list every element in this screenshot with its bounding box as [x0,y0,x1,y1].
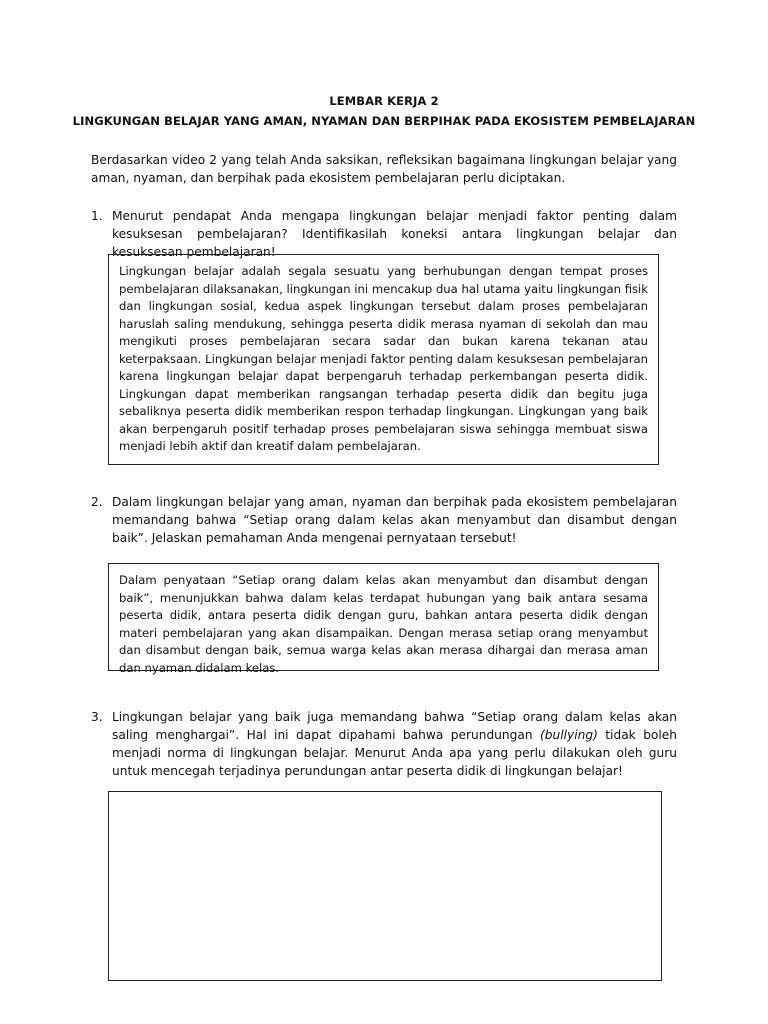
question-number: 2. [91,495,103,509]
answer-box-2[interactable]: Dalam penyataan “Setiap orang dalam kelas akan menyambut dan disambut dengan baik”, menunjukkan bahwa dalam kelas terdapat hubungan yang baik antara sesama peserta didik, antara peserta didik dengan guru, bahkan antara peserta didik dengan materi pembelajaran yang akan disampaikan. Dengan merasa setiap orang menyambut dan disambut dengan baik, semua warga kelas akan merasa dihargai dan merasa aman dan nyaman didalam kelas. [108,563,659,671]
question-text: Menurut pendapat Anda mengapa lingkungan belajar menjadi faktor penting dalam kesuksesan pembelajaran? Identifikasilah koneksi antara lingkungan belajar dan kesuksesan pembelajaran! [112,209,677,259]
worksheet-title: LEMBAR KERJA 2 [329,94,439,108]
question-text [112,708,677,780]
answer-box-1[interactable]: Lingkungan belajar adalah segala sesuatu yang berhubungan dengan tempat proses pembelajaran dilaksanakan, lingkungan ini mencakup dua hal utama yaitu lingkungan fisik dan lingkungan sosial, kedua aspek lingkungan tersebut dalam proses pembelajaran haruslah saling mendukung, sehingga peserta didik merasa nyaman di sekolah dan mau mengikuti proses pembelajaran secara sadar dan bukan karena tekanan atau keterpaksaan. Lingkungan belajar menjadi faktor penting dalam kesuksesan pembelajaran karena lingkungan belajar dapat berpengaruh terhadap perkembangan peserta didik. Lingkungan dapat memberikan rangsangan terhadap peserta didik dan begitu juga sebaliknya peserta didik memberikan respon terhadap lingkungan. Lingkungan yang baik akan berpengaruh positif terhadap proses pembelajaran siswa sehingga membuat siswa menjadi lebih aktif dan kreatif dalam pembelajaran. [108,254,659,465]
intro-paragraph: Berdasarkan video 2 yang telah Anda saksikan, refleksikan bagaimana lingkungan belajar yang aman, nyaman, dan berpihak pada ekosistem pembelajaran perlu diciptakan. [91,153,677,185]
question-text: Dalam lingkungan belajar yang aman, nyaman dan berpihak pada ekosistem pembelajaran memandang bahwa “Setiap orang dalam kelas akan menyambut dan disambut dengan baik”. Jelaskan pemahaman Anda mengenai pernyataan tersebut! [112,495,677,545]
question-text-part: tidak boleh menjadi norma di lingkungan belajar. Menurut Anda apa yang perlu dilakukan oleh guru untuk mencegah terjadinya perundungan antar peserta didik di lingkungan belajar! [112,728,678,778]
answer-box-3[interactable] [108,791,662,981]
question-text-part: Lingkungan belajar yang baik juga memandang bahwa “Setiap orang dalam kelas akan saling menghargai”. Hal ini dapat dipahami bahwa perundungan [112,710,677,742]
question-number: 1. [91,209,103,223]
question-text-italic: (bullying) [540,728,598,742]
question-number: 3. [91,710,103,724]
worksheet-subtitle: LINGKUNGAN BELAJAR YANG AMAN, NYAMAN DAN BERPIHAK PADA EKOSISTEM PEMBELAJARAN [72,114,696,128]
